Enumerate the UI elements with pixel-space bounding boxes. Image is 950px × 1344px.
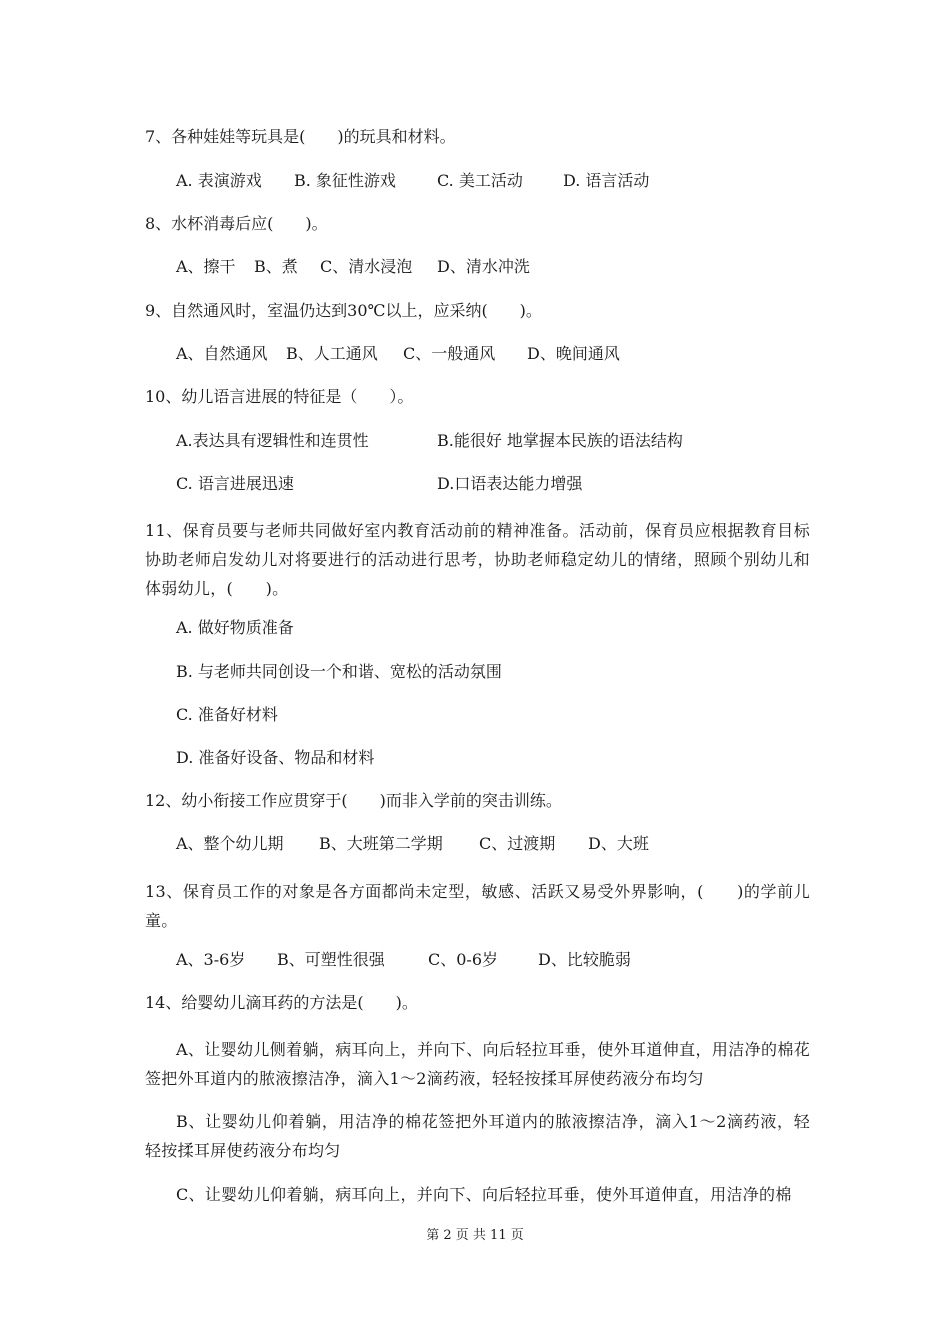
question-7-option-a: A. 表演游戏	[176, 171, 262, 190]
question-11-option-a: A. 做好物质准备	[176, 618, 294, 637]
question-7-option-b: B. 象征性游戏	[294, 171, 396, 190]
question-13-stem: 13、保育员工作的对象是各方面都尚未定型，敏感、活跃又易受外界影响，( )的学前儿童。	[145, 882, 810, 930]
question-11-stem: 11、保育员要与老师共同做好室内教育活动前的精神准备。活动前，保育员应根据教育目标协助老师启发幼儿对将要进行的活动进行思考，协助老师稳定幼儿的情绪，照顾个别幼儿和体弱幼儿，( )。	[145, 521, 810, 598]
question-12-option-d: D、大班	[588, 834, 649, 853]
question-11-option-d: D. 准备好设备、物品和材料	[176, 748, 375, 767]
question-10-option-a: A.表达具有逻辑性和连贯性	[176, 431, 369, 450]
question-10-option-c: C. 语言进展迅速	[176, 474, 294, 493]
question-12-stem: 12、幼小衔接工作应贯穿于( )而非入学前的突击训练。	[145, 791, 562, 810]
question-12-option-c: C、过渡期	[479, 834, 556, 853]
question-13-option-c: C、0-6岁	[428, 950, 499, 969]
question-8-stem: 8、水杯消毒后应( )。	[145, 214, 328, 233]
question-9-option-d: D、晚间通风	[527, 344, 620, 363]
question-10-option-b: B.能很好 地掌握本民族的语法结构	[437, 431, 683, 450]
question-7-option-d: D. 语言活动	[563, 171, 650, 190]
question-12-option-a: A、整个幼儿期	[176, 834, 284, 853]
question-13-option-b: B、可塑性很强	[277, 950, 385, 969]
question-10-option-d: D.口语表达能力增强	[437, 474, 583, 493]
question-10-stem: 10、幼儿语言进展的特征是（ ）。	[145, 387, 414, 406]
question-13-option-d: D、比较脆弱	[538, 950, 631, 969]
question-11-option-b: B. 与老师共同创设一个和谐、宽松的活动氛围	[176, 662, 502, 681]
page-number-footer: 第 2 页 共 11 页	[426, 1228, 524, 1243]
question-9-stem: 9、自然通风时，室温仍达到30℃以上，应采纳( )。	[145, 301, 542, 320]
question-14-option-a: A、让婴幼儿侧着躺，病耳向上，并向下、向后轻拉耳垂，使外耳道伸直，用洁净的棉花签把外耳道内的脓液擦洁净，滴入1～2滴药液，轻轻按揉耳屏使药液分布均匀	[145, 1040, 810, 1088]
question-8-option-a: A、擦干	[176, 257, 236, 276]
question-7-option-c: C. 美工活动	[437, 171, 523, 190]
question-13-option-a: A、3-6岁	[176, 950, 246, 969]
question-9-option-a: A、自然通风	[176, 344, 268, 363]
question-8-option-c: C、清水浸泡	[320, 257, 413, 276]
question-14-option-c: C、让婴幼儿仰着躺，病耳向上，并向下、向后轻拉耳垂，使外耳道伸直，用洁净的棉	[176, 1185, 792, 1204]
question-8-option-b: B、煮	[254, 257, 298, 276]
question-9-option-c: C、一般通风	[403, 344, 496, 363]
question-9-option-b: B、人工通风	[286, 344, 378, 363]
question-11-option-c: C. 准备好材料	[176, 705, 278, 724]
question-8-option-d: D、清水冲洗	[437, 257, 530, 276]
question-7-stem: 7、各种娃娃等玩具是( )的玩具和材料。	[145, 127, 456, 146]
question-14-stem: 14、给婴幼儿滴耳药的方法是( )。	[145, 993, 418, 1012]
question-12-option-b: B、大班第二学期	[319, 834, 443, 853]
question-14-option-b: B、让婴幼儿仰着躺，用洁净的棉花签把外耳道内的脓液擦洁净，滴入1～2滴药液，轻轻按揉耳屏使药液分布均匀	[145, 1112, 810, 1160]
